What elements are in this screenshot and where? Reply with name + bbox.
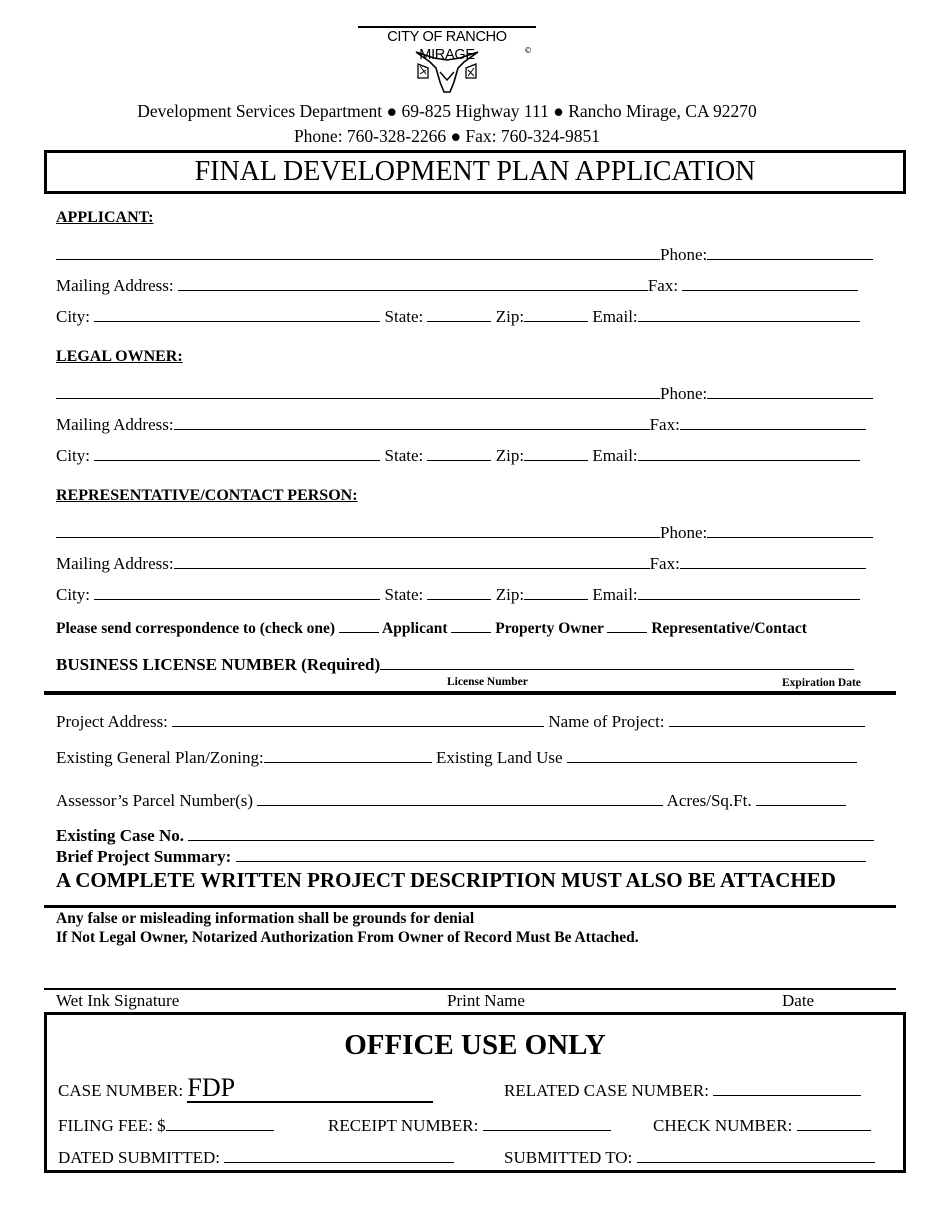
check-applicant-blank[interactable] [339, 620, 379, 633]
related-case-field[interactable] [713, 1081, 861, 1096]
applicant-zip-label: Zip: [495, 307, 525, 326]
city-logo [358, 26, 538, 98]
rep-fax-label: Fax: [649, 554, 680, 573]
dept-address-line: Development Services Department ● 69-825 Highway 111 ● Rancho Mirage, CA 92270 [137, 101, 757, 121]
rep-city-row [56, 585, 860, 605]
check-owner-blank[interactable] [451, 620, 491, 633]
applicant-state-label: State: [384, 307, 424, 326]
check-rep-label: Representative/Contact [651, 620, 807, 637]
existing-case-label: Existing Case No. [56, 826, 184, 845]
signature-line[interactable] [44, 988, 896, 990]
case-number-label: CASE NUMBER: [58, 1081, 184, 1100]
print-name-label: Print Name [447, 991, 525, 1010]
case-prefix: FDP [187, 1073, 236, 1102]
rep-state-field[interactable] [427, 585, 491, 600]
owner-city-row [56, 446, 860, 466]
applicant-fax-label: Fax: [647, 276, 679, 295]
case-number-field[interactable] [187, 1075, 433, 1103]
project-address-label: Project Address: [56, 712, 168, 731]
license-number-caption: License Number [447, 676, 528, 688]
dated-submitted-field[interactable] [224, 1148, 454, 1163]
applicant-mailing-label: Mailing Address: [56, 276, 174, 295]
rep-zip-field[interactable] [524, 585, 588, 600]
applicant-mailing-field[interactable] [178, 276, 648, 291]
business-license-field[interactable] [380, 655, 854, 670]
applicant-phone-field[interactable] [707, 245, 873, 260]
owner-name-field[interactable] [56, 384, 660, 399]
project-address-field[interactable] [172, 712, 544, 727]
owner-email-field[interactable] [638, 446, 860, 461]
applicant-email-label: Email: [592, 307, 638, 326]
owner-zip-label: Zip: [495, 446, 525, 465]
applicant-city-field[interactable] [94, 307, 380, 322]
owner-address-row [56, 415, 866, 435]
warning-line-2: If Not Legal Owner, Notarized Authorization From Owner of Record Must Be Attached. [56, 929, 639, 946]
general-plan-field[interactable] [264, 748, 432, 763]
project-summary-label: Brief Project Summary: [56, 847, 232, 866]
business-license-row [56, 655, 854, 675]
owner-phone-field[interactable] [707, 384, 873, 399]
signature-date-label: Date [782, 991, 815, 1010]
receipt-number-field[interactable] [483, 1116, 611, 1131]
rep-phone-label: Phone: [660, 523, 708, 542]
longhorn-emblem-icon [414, 48, 480, 96]
rep-city-field[interactable] [94, 585, 380, 600]
office-use-box [44, 1012, 906, 1173]
section-representative: REPRESENTATIVE/CONTACT PERSON: [56, 487, 358, 504]
receipt-number-label: RECEIPT NUMBER: [328, 1116, 479, 1135]
summary-row [56, 847, 866, 867]
rep-mailing-field[interactable] [174, 554, 650, 569]
owner-email-label: Email: [592, 446, 638, 465]
check-row [653, 1116, 871, 1136]
rep-zip-label: Zip: [495, 585, 525, 604]
apn-row [56, 791, 846, 811]
correspondence-row [56, 620, 807, 638]
submitted-to-label: SUBMITTED TO: [504, 1148, 633, 1167]
expiration-date-caption: Expiration Date [782, 677, 861, 689]
receipt-row [328, 1116, 611, 1136]
acres-field[interactable] [756, 791, 846, 806]
check-applicant-label: Applicant [382, 620, 448, 637]
rep-name-field[interactable] [56, 523, 660, 538]
check-owner-label: Property Owner [495, 620, 604, 637]
applicant-name-row [56, 245, 873, 265]
rep-email-field[interactable] [638, 585, 860, 600]
rep-email-label: Email: [592, 585, 638, 604]
applicant-email-field[interactable] [638, 307, 860, 322]
submitted-to-field[interactable] [637, 1148, 875, 1163]
owner-mailing-field[interactable] [174, 415, 650, 430]
owner-state-field[interactable] [427, 446, 491, 461]
applicant-zip-field[interactable] [524, 307, 588, 322]
owner-city-field[interactable] [94, 446, 380, 461]
check-rep-blank[interactable] [607, 620, 647, 633]
check-number-field[interactable] [797, 1116, 871, 1131]
project-name-field[interactable] [669, 712, 865, 727]
existing-case-field[interactable] [188, 826, 874, 841]
applicant-state-field[interactable] [427, 307, 491, 322]
project-address-row [56, 712, 865, 732]
logo-text: CITY OF RANCHO MIRAGE [358, 26, 536, 48]
applicant-city-label: City: [56, 307, 91, 326]
business-license-label: BUSINESS LICENSE NUMBER (Required) [56, 655, 381, 674]
related-case-label: RELATED CASE NUMBER: [504, 1081, 709, 1100]
wet-ink-signature-label: Wet Ink Signature [56, 991, 180, 1010]
form-title: FINAL DEVELOPMENT PLAN APPLICATION [44, 150, 906, 194]
rep-phone-field[interactable] [707, 523, 873, 538]
filing-fee-label: FILING FEE: $ [58, 1116, 166, 1135]
applicant-fax-field[interactable] [682, 276, 858, 291]
owner-state-label: State: [384, 446, 424, 465]
rep-name-row [56, 523, 873, 543]
owner-city-label: City: [56, 446, 91, 465]
correspondence-prompt: Please send correspondence to (check one) [56, 620, 336, 637]
case-number-row [58, 1075, 433, 1103]
section-applicant: APPLICANT: [56, 209, 154, 226]
dated-submitted-label: DATED SUBMITTED: [58, 1148, 220, 1167]
zoning-row [56, 748, 857, 768]
filing-fee-field[interactable] [166, 1116, 274, 1131]
rep-state-label: State: [384, 585, 424, 604]
check-number-label: CHECK NUMBER: [653, 1116, 793, 1135]
section-divider [44, 691, 896, 695]
related-case-row [504, 1081, 861, 1101]
general-plan-label: Existing General Plan/Zoning: [56, 748, 264, 767]
dated-submitted-row [58, 1148, 454, 1168]
dept-phone-line: Phone: 760-328-2266 ● Fax: 760-324-9851 [293, 126, 601, 146]
warning-line-1: Any false or misleading information shall be grounds for denial [56, 910, 475, 927]
applicant-city-row [56, 307, 860, 327]
office-use-title: OFFICE USE ONLY [344, 1029, 606, 1061]
rep-city-label: City: [56, 585, 91, 604]
description-notice: A COMPLETE WRITTEN PROJECT DESCRIPTION MUST ALSO BE ATTACHED [56, 868, 836, 892]
apn-field[interactable] [257, 791, 663, 806]
acres-label: Acres/Sq.Ft. [666, 791, 752, 810]
applicant-address-row [56, 276, 858, 296]
project-summary-field[interactable] [236, 847, 866, 862]
rep-fax-field[interactable] [680, 554, 866, 569]
owner-fax-label: Fax: [649, 415, 680, 434]
applicant-name-field[interactable] [56, 245, 660, 260]
submitted-to-row [504, 1148, 875, 1168]
notice-divider [44, 905, 896, 908]
rep-mailing-label: Mailing Address: [56, 554, 174, 573]
land-use-field[interactable] [567, 748, 857, 763]
owner-name-row [56, 384, 873, 404]
filing-fee-row [58, 1116, 274, 1136]
rep-address-row [56, 554, 866, 574]
section-legal-owner: LEGAL OWNER: [56, 348, 183, 365]
case-no-row [56, 826, 874, 846]
owner-mailing-label: Mailing Address: [56, 415, 174, 434]
owner-zip-field[interactable] [524, 446, 588, 461]
land-use-label: Existing Land Use [436, 748, 563, 767]
owner-fax-field[interactable] [680, 415, 866, 430]
project-name-label: Name of Project: [548, 712, 665, 731]
applicant-phone-label: Phone: [660, 245, 708, 264]
apn-label: Assessor’s Parcel Number(s) [56, 791, 254, 810]
owner-phone-label: Phone: [660, 384, 708, 403]
logo-copyright-mark: © [524, 46, 532, 55]
